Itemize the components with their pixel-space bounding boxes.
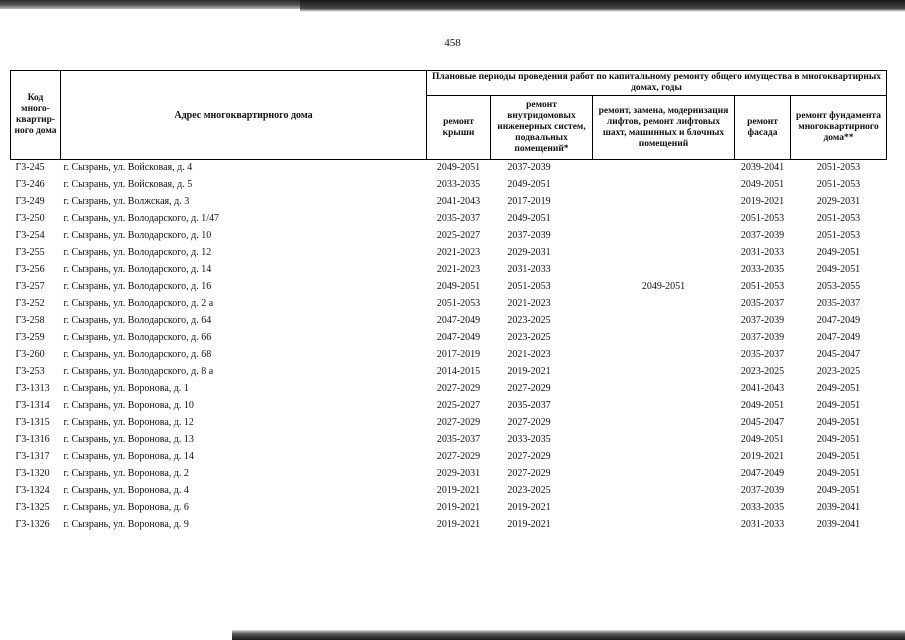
row-lifts-period: 2049-2051 bbox=[641, 281, 686, 292]
row-foundation-period: 2049-2051 bbox=[816, 451, 861, 462]
row-engineering-period: 2037-2039 bbox=[507, 230, 551, 241]
row-engineering-period: 2049-2051 bbox=[507, 179, 551, 190]
row-lifts-period bbox=[593, 349, 735, 366]
row-address: г. Сызрань, ул. Воронова, д. 12 bbox=[63, 417, 194, 428]
row-foundation-period: 2049-2051 bbox=[816, 468, 861, 479]
table-row bbox=[11, 519, 887, 536]
row-address: г. Сызрань, ул. Воронова, д. 9 bbox=[63, 519, 189, 530]
row-foundation-period: 2053-2055 bbox=[816, 281, 861, 292]
table-row bbox=[11, 485, 887, 502]
row-roof-period: 2014-2015 bbox=[436, 366, 481, 377]
row-roof-period: 2019-2021 bbox=[436, 519, 481, 530]
row-code: Г3-256 bbox=[15, 264, 45, 275]
table-row bbox=[11, 298, 887, 315]
row-code: Г3-245 bbox=[15, 162, 45, 173]
row-facade-period: 2037-2039 bbox=[740, 332, 785, 343]
row-address: г. Сызрань, ул. Воронова, д. 4 bbox=[63, 485, 189, 496]
row-roof-period: 2047-2049 bbox=[436, 332, 481, 343]
row-lifts-period bbox=[593, 264, 735, 281]
row-foundation-period: 2047-2049 bbox=[816, 332, 861, 343]
table-row bbox=[11, 417, 887, 434]
row-code: Г3-253 bbox=[15, 366, 45, 377]
row-engineering-period: 2037-2039 bbox=[507, 162, 551, 173]
table-row bbox=[11, 160, 887, 180]
row-roof-period: 2019-2021 bbox=[436, 502, 481, 513]
header-roof: ремонт крыши bbox=[427, 96, 491, 160]
row-address: г. Сызрань, ул. Воронова, д. 2 bbox=[63, 468, 189, 479]
table-row bbox=[11, 264, 887, 281]
row-address: г. Сызрань, ул. Волжская, д. 3 bbox=[63, 196, 190, 207]
row-lifts-period bbox=[593, 247, 735, 264]
row-foundation-period: 2049-2051 bbox=[816, 264, 861, 275]
row-facade-period: 2045-2047 bbox=[740, 417, 785, 428]
row-facade-period: 2051-2053 bbox=[740, 213, 785, 224]
row-facade-period: 2031-2033 bbox=[740, 519, 785, 530]
row-foundation-period: 2049-2051 bbox=[816, 247, 861, 258]
row-engineering-period: 2023-2025 bbox=[507, 485, 551, 496]
row-address: г. Сызрань, ул. Володарского, д. 64 bbox=[63, 315, 212, 326]
row-roof-period: 2025-2027 bbox=[436, 400, 481, 411]
row-facade-period: 2039-2041 bbox=[740, 162, 785, 173]
row-lifts-period bbox=[593, 468, 735, 485]
row-code: Г3-246 bbox=[15, 179, 45, 190]
row-roof-period: 2021-2023 bbox=[436, 264, 481, 275]
header-lifts: ремонт, замена, модернизация лифтов, ремонт лифтовых шахт, машинных и блочных помещений bbox=[593, 96, 735, 160]
table-row bbox=[11, 179, 887, 196]
row-code: Г3-260 bbox=[15, 349, 45, 360]
row-facade-period: 2049-2051 bbox=[740, 434, 785, 445]
table-row bbox=[11, 502, 887, 519]
row-facade-period: 2049-2051 bbox=[740, 179, 785, 190]
row-engineering-period: 2051-2053 bbox=[507, 281, 551, 292]
row-address: г. Сызрань, ул. Володарского, д. 14 bbox=[63, 264, 212, 275]
row-code: Г3-257 bbox=[15, 281, 45, 292]
row-engineering-period: 2035-2037 bbox=[507, 400, 551, 411]
row-lifts-period bbox=[593, 315, 735, 332]
table-row bbox=[11, 332, 887, 349]
row-address: г. Сызрань, ул. Володарского, д. 16 bbox=[63, 281, 212, 292]
header-foundation: ремонт фундамента многоквартирного дома** bbox=[791, 96, 887, 160]
row-code: Г3-1313 bbox=[15, 383, 50, 394]
row-address: г. Сызрань, ул. Володарского, д. 66 bbox=[63, 332, 212, 343]
row-engineering-period: 2019-2021 bbox=[507, 366, 551, 377]
row-code: Г3-1314 bbox=[15, 400, 50, 411]
row-lifts-period bbox=[593, 366, 735, 383]
row-code: Г3-249 bbox=[15, 196, 45, 207]
row-engineering-period: 2027-2029 bbox=[507, 417, 551, 428]
row-address: г. Сызрань, ул. Войсковая, д. 4 bbox=[63, 162, 193, 173]
row-engineering-period: 2049-2051 bbox=[507, 213, 551, 224]
row-code: Г3-1324 bbox=[15, 485, 50, 496]
row-lifts-period bbox=[593, 213, 735, 230]
row-code: Г3-1317 bbox=[15, 451, 50, 462]
row-facade-period: 2019-2021 bbox=[740, 196, 785, 207]
row-address: г. Сызрань, ул. Войсковая, д. 5 bbox=[63, 179, 193, 190]
row-facade-period: 2047-2049 bbox=[740, 468, 785, 479]
row-roof-period: 2027-2029 bbox=[436, 451, 481, 462]
row-engineering-period: 2027-2029 bbox=[507, 383, 551, 394]
row-code: Г3-1315 bbox=[15, 417, 50, 428]
row-lifts-period bbox=[593, 451, 735, 468]
row-facade-period: 2037-2039 bbox=[740, 485, 785, 496]
row-code: Г3-254 bbox=[15, 230, 45, 241]
row-facade-period: 2031-2033 bbox=[740, 247, 785, 258]
row-facade-period: 2033-2035 bbox=[740, 502, 785, 513]
row-roof-period: 2049-2051 bbox=[436, 162, 481, 173]
row-roof-period: 2051-2053 bbox=[436, 298, 481, 309]
row-foundation-period: 2051-2053 bbox=[816, 230, 861, 241]
row-lifts-period bbox=[593, 519, 735, 536]
row-lifts-period bbox=[593, 160, 735, 180]
row-engineering-period: 2027-2029 bbox=[507, 451, 551, 462]
row-facade-period: 2033-2035 bbox=[740, 264, 785, 275]
row-foundation-period: 2049-2051 bbox=[816, 485, 861, 496]
row-code: Г3-1320 bbox=[15, 468, 50, 479]
row-roof-period: 2035-2037 bbox=[436, 213, 481, 224]
table-row bbox=[11, 349, 887, 366]
row-code: Г3-250 bbox=[15, 213, 45, 224]
row-lifts-period bbox=[593, 434, 735, 451]
page-number: 458 bbox=[444, 37, 461, 49]
row-lifts-period bbox=[593, 298, 735, 315]
table-row bbox=[11, 247, 887, 264]
row-address: г. Сызрань, ул. Воронова, д. 6 bbox=[63, 502, 189, 513]
table-row bbox=[11, 451, 887, 468]
row-code: Г3-258 bbox=[15, 315, 45, 326]
row-engineering-period: 2023-2025 bbox=[507, 315, 551, 326]
row-lifts-period bbox=[593, 383, 735, 400]
row-address: г. Сызрань, ул. Володарского, д. 2 а bbox=[63, 298, 214, 309]
row-foundation-period: 2039-2041 bbox=[816, 502, 861, 513]
table-row bbox=[11, 213, 887, 230]
row-lifts-period bbox=[593, 230, 735, 247]
row-foundation-period: 2051-2053 bbox=[816, 179, 861, 190]
row-roof-period: 2029-2031 bbox=[436, 468, 481, 479]
row-address: г. Сызрань, ул. Воронова, д. 13 bbox=[63, 434, 194, 445]
table-row bbox=[11, 196, 887, 213]
row-engineering-period: 2019-2021 bbox=[507, 519, 551, 530]
table-row bbox=[11, 281, 887, 298]
row-roof-period: 2035-2037 bbox=[436, 434, 481, 445]
row-address: г. Сызрань, ул. Володарского, д. 8 а bbox=[63, 366, 214, 377]
row-roof-period: 2017-2019 bbox=[436, 349, 481, 360]
row-code: Г3-1325 bbox=[15, 502, 50, 513]
row-facade-period: 2037-2039 bbox=[740, 315, 785, 326]
row-engineering-period: 2019-2021 bbox=[507, 502, 551, 513]
row-address: г. Сызрань, ул. Воронова, д. 1 bbox=[63, 383, 189, 394]
row-lifts-period bbox=[593, 400, 735, 417]
row-lifts-period bbox=[593, 502, 735, 519]
row-roof-period: 2019-2021 bbox=[436, 485, 481, 496]
row-code: Г3-252 bbox=[15, 298, 45, 309]
scan-edge-top bbox=[0, 0, 905, 9]
row-roof-period: 2025-2027 bbox=[436, 230, 481, 241]
row-foundation-period: 2051-2053 bbox=[816, 162, 861, 173]
table-row bbox=[11, 315, 887, 332]
table-row bbox=[11, 434, 887, 451]
row-code: Г3-1326 bbox=[15, 519, 50, 530]
row-lifts-period bbox=[593, 417, 735, 434]
row-lifts-period bbox=[593, 485, 735, 502]
row-foundation-period: 2029-2031 bbox=[816, 196, 861, 207]
header-address: Адрес многоквартирного дома bbox=[61, 71, 427, 160]
row-facade-period: 2051-2053 bbox=[740, 281, 785, 292]
row-engineering-period: 2021-2023 bbox=[507, 298, 551, 309]
row-roof-period: 2021-2023 bbox=[436, 247, 481, 258]
row-engineering-period: 2021-2023 bbox=[507, 349, 551, 360]
row-engineering-period: 2033-2035 bbox=[507, 434, 551, 445]
row-foundation-period: 2023-2025 bbox=[816, 366, 861, 377]
row-code: Г3-1316 bbox=[15, 434, 50, 445]
row-foundation-period: 2051-2053 bbox=[816, 213, 861, 224]
row-foundation-period: 2047-2049 bbox=[816, 315, 861, 326]
row-facade-period: 2019-2021 bbox=[740, 451, 785, 462]
table-row bbox=[11, 400, 887, 417]
row-engineering-period: 2027-2029 bbox=[507, 468, 551, 479]
row-lifts-period bbox=[593, 332, 735, 349]
row-foundation-period: 2035-2037 bbox=[816, 298, 861, 309]
scan-edge-bottom bbox=[232, 630, 905, 640]
row-engineering-period: 2023-2025 bbox=[507, 332, 551, 343]
header-periods-group: Плановые периоды проведения работ по капитальному ремонту общего имущества в многоквартирных домах, годы bbox=[427, 71, 887, 96]
row-engineering-period: 2017-2019 bbox=[507, 196, 551, 207]
header-code: Код много-квартир-ного дома bbox=[11, 71, 61, 160]
row-facade-period: 2049-2051 bbox=[740, 400, 785, 411]
row-facade-period: 2035-2037 bbox=[740, 349, 785, 360]
row-facade-period: 2041-2043 bbox=[740, 383, 785, 394]
row-lifts-period bbox=[593, 179, 735, 196]
row-roof-period: 2027-2029 bbox=[436, 417, 481, 428]
row-code: Г3-259 bbox=[15, 332, 45, 343]
row-facade-period: 2023-2025 bbox=[740, 366, 785, 377]
table-row bbox=[11, 366, 887, 383]
row-foundation-period: 2049-2051 bbox=[816, 383, 861, 394]
row-address: г. Сызрань, ул. Воронова, д. 10 bbox=[63, 400, 194, 411]
row-address: г. Сызрань, ул. Володарского, д. 68 bbox=[63, 349, 212, 360]
capital-repair-table bbox=[10, 70, 887, 536]
header-facade: ремонт фасада bbox=[735, 96, 791, 160]
table-row bbox=[11, 230, 887, 247]
row-foundation-period: 2039-2041 bbox=[816, 519, 861, 530]
header-engineering: ремонт внутридомовых инженерных систем, подвальных помещений* bbox=[491, 96, 593, 160]
table-body bbox=[11, 160, 887, 537]
table-row bbox=[11, 468, 887, 485]
row-engineering-period: 2031-2033 bbox=[507, 264, 551, 275]
row-facade-period: 2037-2039 bbox=[740, 230, 785, 241]
row-address: г. Сызрань, ул. Володарского, д. 1/47 bbox=[63, 213, 219, 224]
row-foundation-period: 2049-2051 bbox=[816, 434, 861, 445]
row-foundation-period: 2049-2051 bbox=[816, 417, 861, 428]
row-engineering-period: 2029-2031 bbox=[507, 247, 551, 258]
row-facade-period: 2035-2037 bbox=[740, 298, 785, 309]
row-foundation-period: 2049-2051 bbox=[816, 400, 861, 411]
row-roof-period: 2049-2051 bbox=[436, 281, 481, 292]
row-roof-period: 2047-2049 bbox=[436, 315, 481, 326]
row-lifts-period bbox=[593, 196, 735, 213]
row-roof-period: 2027-2029 bbox=[436, 383, 481, 394]
row-code: Г3-255 bbox=[15, 247, 45, 258]
row-address: г. Сызрань, ул. Володарского, д. 12 bbox=[63, 247, 212, 258]
table-row bbox=[11, 383, 887, 400]
row-roof-period: 2041-2043 bbox=[436, 196, 481, 207]
row-address: г. Сызрань, ул. Володарского, д. 10 bbox=[63, 230, 212, 241]
row-address: г. Сызрань, ул. Воронова, д. 14 bbox=[63, 451, 194, 462]
row-foundation-period: 2045-2047 bbox=[816, 349, 861, 360]
row-roof-period: 2033-2035 bbox=[436, 179, 481, 190]
